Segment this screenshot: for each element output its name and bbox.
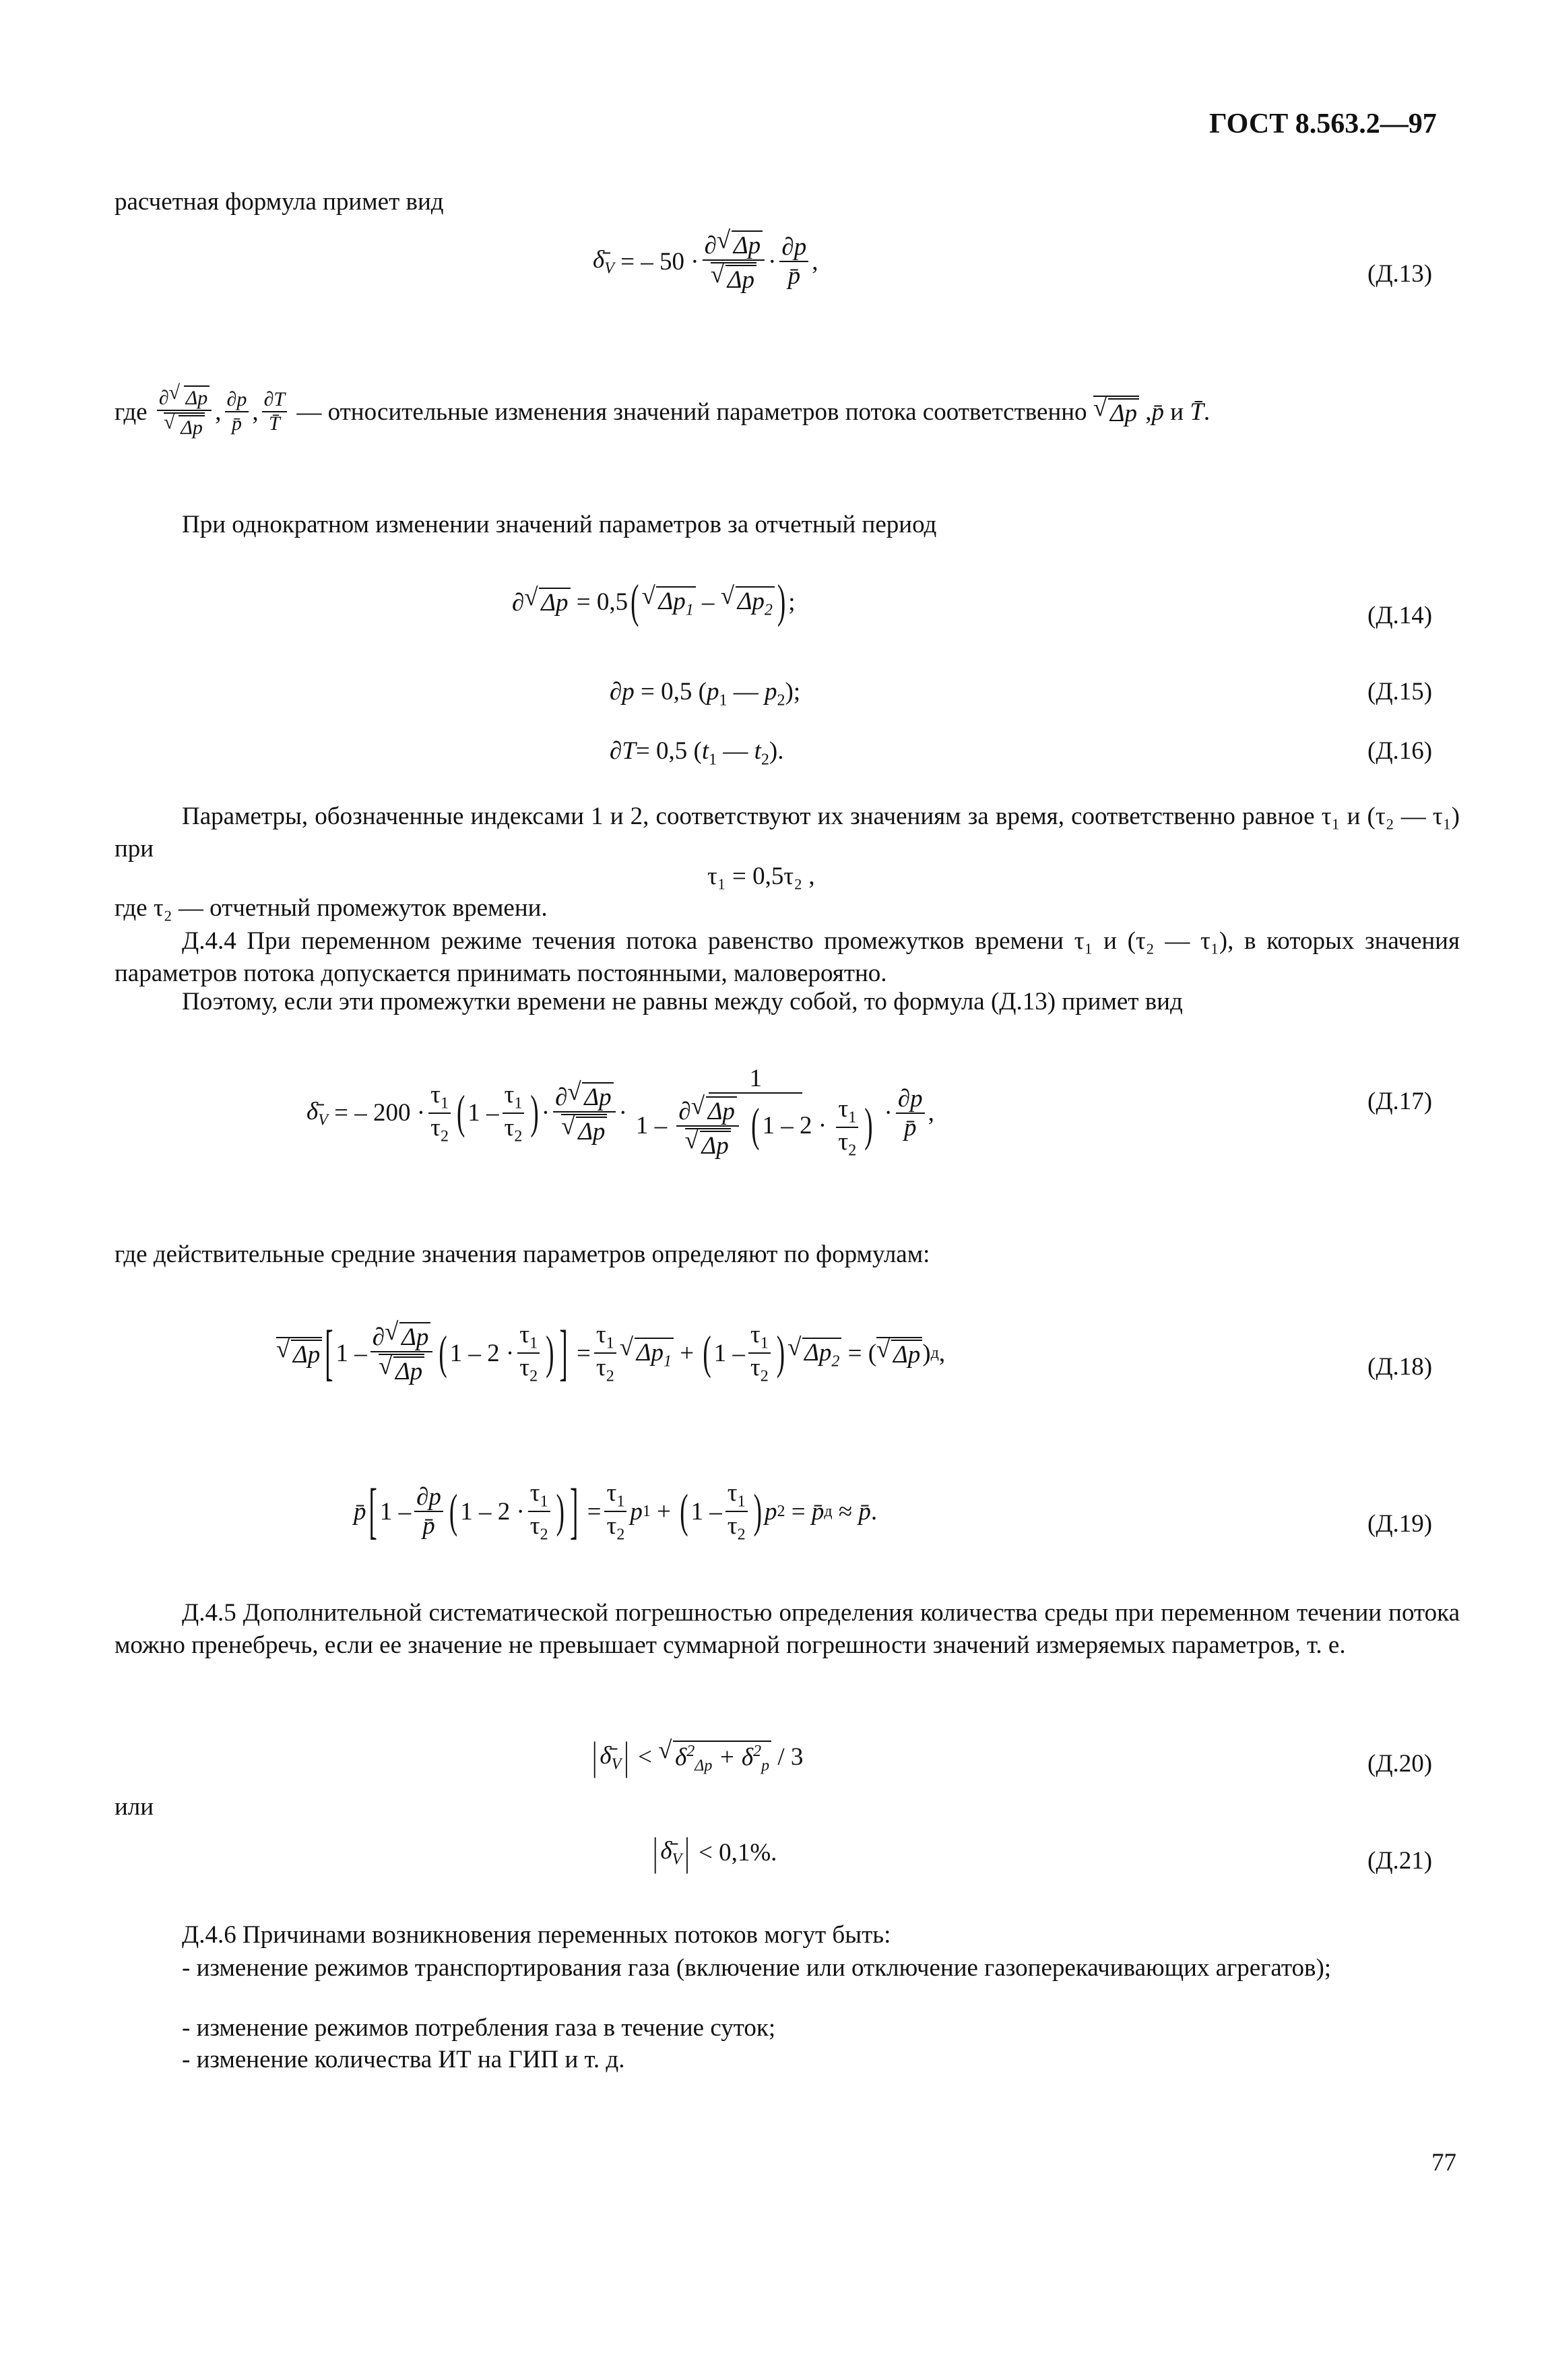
para-d45: Д.4.5 Дополнительной систематической погрешностью определения количества среды при переменном течении потока можно пренебречь, если ее значение не превышает суммарной погрешности значений измеряемых параметров, т. е. [115,1599,1460,1659]
eq-number-d21: (Д.21) [1367,1847,1433,1875]
where-and: и [1170,398,1184,426]
where-tau: где τ₂ — отчетный промежуток времени. [115,894,548,922]
eq-number-d19: (Д.19) [1367,1510,1433,1538]
formula-d20: | $\deltā_V$ | < √ $\delta^2_{\Delta p} + \delta^2_p$ / 3 [589,1741,803,1774]
list-item-2: - изменение режимов потребления газа в течение суток; [182,2014,776,2042]
document-code: ГОСТ 8.563.2—97 [1209,108,1437,139]
formula-d21: | $\deltā_V$ | < 0,1%. [653,1830,777,1875]
formula-d13: $\deltā_V$ = – 50 · ∂√ Δp √ Δp · $\frac{\partial p}{p̄}$ , [593,229,818,294]
para-d44: Д.4.4 При переменном режиме течения потока равенство промежутков времени τ₁ и (τ₂ — τ₁), в которых значения параметров потока допускается принимать постоянными, маловероятно. [115,927,1460,987]
eq-number-d13: (Д.13) [1367,260,1433,288]
page-number: 77 [1431,2149,1456,2177]
eq-number-d15: (Д.15) [1367,678,1433,706]
formula-d20-div: / 3 [777,1743,804,1772]
formula-d15: ∂p = 0,5 ($p_1$ — $p_2$); [610,678,801,710]
or-text: или [115,1793,154,1821]
formula-d16: ∂T= 0,5 ($t_1$ — $t_2$). [610,737,784,769]
formula-d21-value: < 0,1%. [698,1838,777,1867]
list-item-3: - изменение количества ИТ на ГИП и т. д. [182,2046,625,2073]
eq-number-d18: (Д.18) [1367,1353,1433,1381]
where-desc: — относительные изменения значений параметров потока соответственно [296,398,1087,426]
where-prefix: где [115,398,148,426]
formula-d13-coef: = – 50 [620,247,684,276]
eq-number-d20: (Д.20) [1367,1750,1433,1778]
formula-d18: √ Δp [ 1 – ∂√ Δp √ Δp ( 1 – 2 · $\frac{\tau_1}{\tau_2}$ ) ] = $\frac{\tau_1}{\tau_2}$ √ $\Delta p_1$ + ( 1 – $\frac{\tau_1}{\tau_2}$ ) √ $\Delta p_2$ = ( √ Δp ) д , [276,1321,945,1386]
intro-text: расчетная формула примет вид [115,188,444,216]
formula-d19: p̄ [ 1 – $\frac{\partial p}{p̄}$ ( 1 – 2 · $\frac{\tau_1}{\tau_2}$ ) ] = $\frac{\tau_1}{\tau_2}$ p 1 + ( 1 – $\frac{\tau_1}{\tau_2}$ ) p 2 = p̄ д ≈ p̄ . [354,1477,878,1546]
formula-d14: ∂√ Δp = 0,5 ( √ $\Delta p_1$ – √ $\Delta p_2$ ) ; [512,586,796,618]
para-single-change: При однократном изменении значений параметров за отчетный период [182,511,937,538]
eq-number-d16: (Д.16) [1367,737,1433,765]
para-d46-title: Д.4.6 Причинами возникновения переменных потоков могут быть: [182,1921,891,1949]
where-line-1: где ∂√ Δp √ Δp , $\frac{\partial p}{p̄}$ , $\frac{\partial T}{T̄}$ — относительные изменения значений параметров потока соответственно √ Δp , p̄ и T̄ . [115,384,1210,439]
para-where-avg: где действительные средние значения параметров определяют по формулам: [115,1241,930,1268]
eq-number-d17: (Д.17) [1367,1088,1433,1115]
formula-d14-coef: = 0,5 [576,588,628,617]
para-params: Параметры, обозначенные индексами 1 и 2, соответствуют их значениям за время, соответственно равное τ₁ и (τ₂ — τ₁) при [115,803,1460,863]
formula-tau: τ₁ = 0,5τ₂ , [707,863,815,890]
para-therefore: Поэтому, если эти промежутки времени не равны между собой, то формула (Д.13) примет вид [182,988,1183,1015]
formula-d17: $\deltā_V$ = – 200 · $\frac{\tau_1}{\tau_2}$ ( 1 – $\frac{\tau_1}{\tau_2}$ ) · ∂√ Δp √ Δp · 1 1 – ∂√ Δp √ Δp ( 1 – 2 · $\frac{\tau_1}{\tau_2}$ ) · $\frac{\partial p}{p̄}$ , [307,1065,934,1162]
list-item-1: - изменение режимов транспортирования газа (включение или отключение газоперекачивающих агрегатов); [182,1954,1332,1982]
eq-number-d14: (Д.14) [1367,602,1433,629]
formula-d17-coef: = – 200 [334,1099,411,1127]
